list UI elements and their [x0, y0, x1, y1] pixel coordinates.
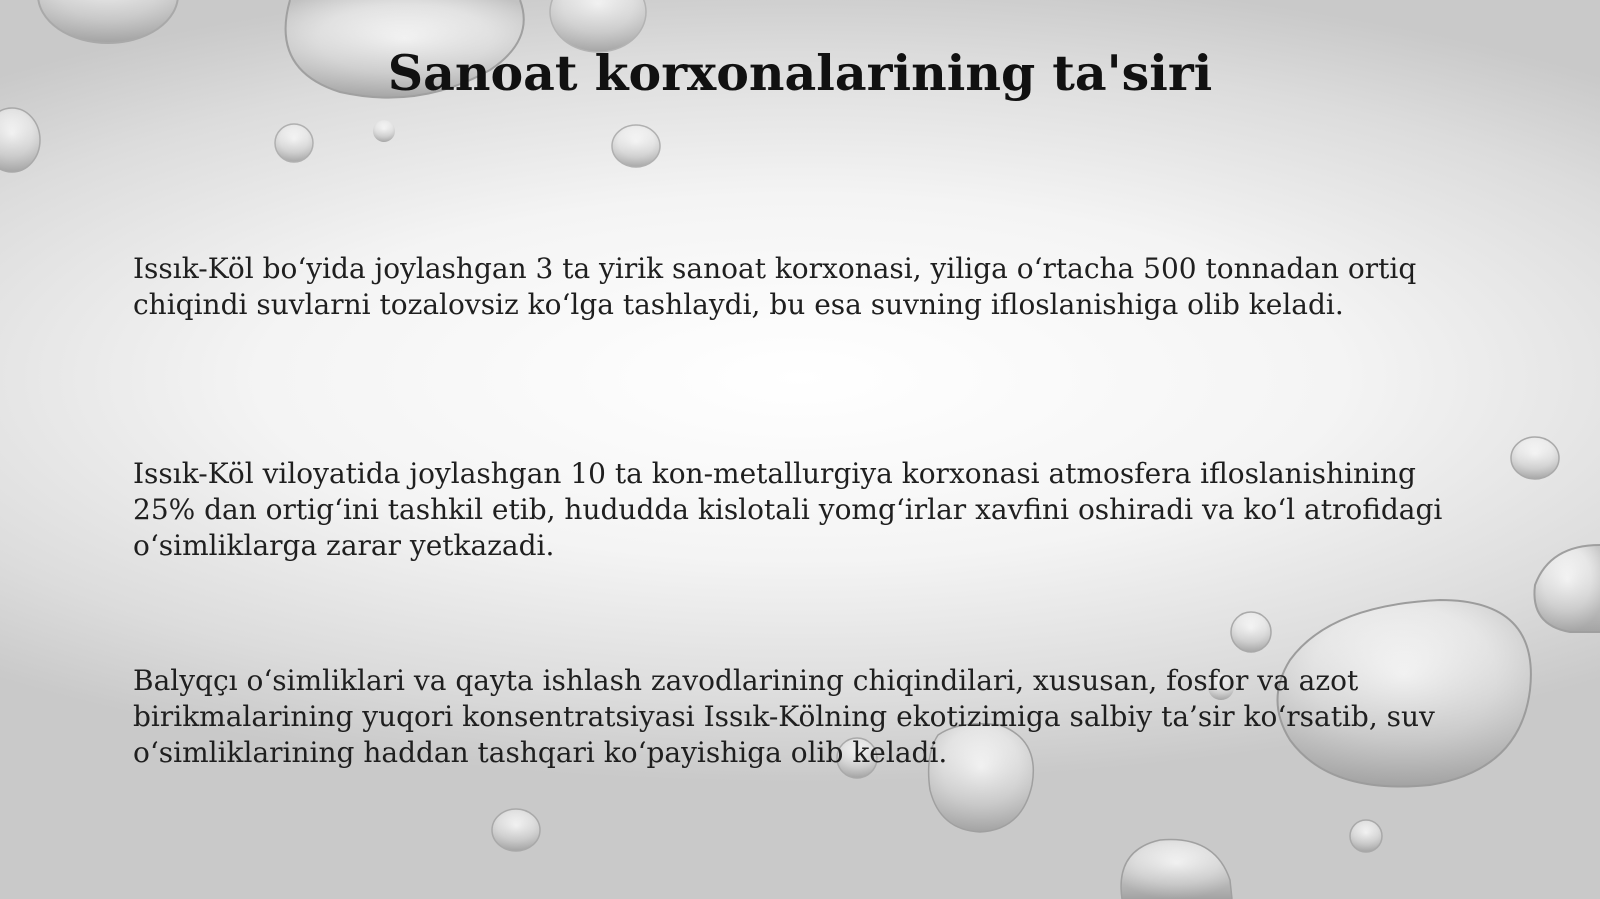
droplet [1350, 820, 1382, 852]
slide-title: Sanoat korxonalarining ta'siri [387, 44, 1213, 102]
droplet [373, 120, 395, 142]
droplet [38, 0, 178, 43]
paragraph-industrial-wastewater: Issık-Köl bo‘yida joylashgan 3 ta yirik sanoat korxonasi, yiliga o‘rtacha 500 tonnadan ortiq chiqindi suvlarni tozalovsiz ko‘lga tashlaydi, bu esa suvning ifloslanishiga olib keladi. [133, 252, 1417, 321]
paragraph-mining-metallurgy: Issık-Köl viloyatida joylashgan 10 ta kon-metallurgiya korxonasi atmosfera ifloslanishining 25% dan ortig‘ini tashkil etib, hududda kislotali yomg‘irlar xavfini oshiradi va ko‘l atrofidagi o‘simliklarga zarar yetkazadi. [133, 457, 1443, 562]
droplet [612, 125, 660, 167]
droplet [1121, 840, 1232, 899]
droplet [1511, 437, 1559, 479]
paragraph-fish-processing-waste: Balyqçı o‘simliklari va qayta ishlash zavodlarining chiqindilari, xususan, fosfor va azot birikmalarining yuqori konsentratsiyasi Issık-Kölning ekotizimiga salbiy ta’sir ko‘rsatib, suv o‘simliklarining haddan tashqari ko‘payishiga olib keladi. [133, 664, 1435, 769]
droplet [1231, 612, 1271, 652]
droplet [492, 809, 540, 851]
droplet [275, 124, 313, 162]
droplet [0, 108, 40, 172]
droplet [1534, 545, 1600, 632]
